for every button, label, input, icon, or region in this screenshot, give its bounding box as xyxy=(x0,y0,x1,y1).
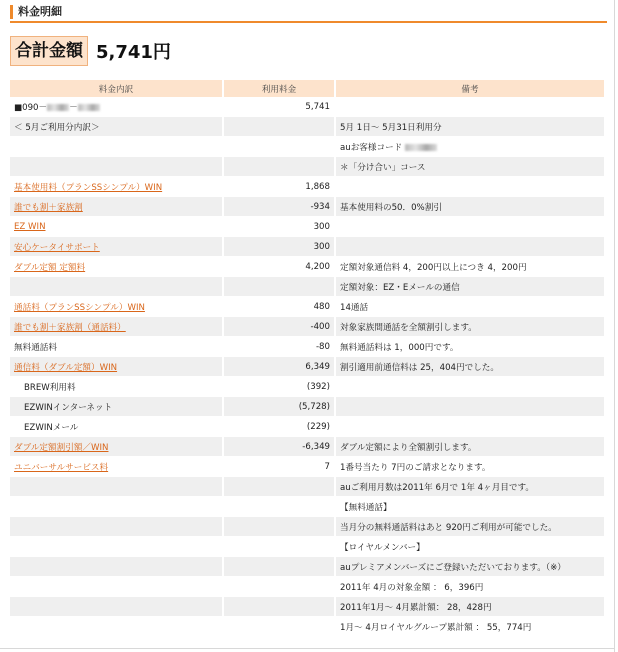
row-note-cell xyxy=(336,417,606,437)
table-row xyxy=(10,277,606,297)
row-note-cell xyxy=(336,377,606,397)
row-item-cell xyxy=(10,617,224,637)
charge-item-label: 無料通話料 xyxy=(14,342,57,353)
charge-item-link[interactable]: ダブル定額割引額／WIN xyxy=(14,442,109,453)
row-amount xyxy=(224,517,336,537)
row-note: 当月分の無料通話料はあと 920円ご利用が可能でした。 xyxy=(340,522,557,533)
row-item-cell xyxy=(10,377,224,397)
charge-item-link[interactable]: 誰でも割＋家族割 xyxy=(14,202,83,213)
phone-separator: － xyxy=(69,102,78,113)
row-note: 定額対象通信料 4，200円以上につき 4，200円 xyxy=(340,262,527,273)
header-note: 備考 xyxy=(336,80,606,97)
row-amount: (229) xyxy=(224,417,336,437)
row-note: 【無料通話】 xyxy=(340,502,392,513)
row-amount: -6,349 xyxy=(224,437,336,457)
row-amount xyxy=(224,137,336,157)
row-note-cell xyxy=(336,577,606,597)
row-amount xyxy=(224,557,336,577)
row-note: 【ロイヤルメンバー】 xyxy=(340,542,425,553)
table-row xyxy=(10,97,606,117)
row-note-cell xyxy=(336,137,606,157)
row-item-cell xyxy=(10,177,224,197)
row-amount: 480 xyxy=(224,297,336,317)
row-note-cell xyxy=(336,597,606,617)
row-note-cell xyxy=(336,117,606,137)
billing-table-body xyxy=(10,97,606,637)
row-amount: 7 xyxy=(224,457,336,477)
row-note: 1番号当たり 7円のご請求となります。 xyxy=(340,462,491,473)
row-item-cell xyxy=(10,357,224,377)
row-note-cell xyxy=(336,317,606,337)
charge-item-label: ＜ 5月ご利用分内訳＞ xyxy=(14,122,100,133)
row-note: 2011年 4月の対象金額 ： 6，396円 xyxy=(340,582,484,593)
row-amount xyxy=(224,157,336,177)
table-row xyxy=(10,237,606,257)
row-amount xyxy=(224,117,336,137)
row-item-cell xyxy=(10,477,224,497)
table-row xyxy=(10,597,606,617)
total-amount: 5,741円 xyxy=(96,42,171,63)
masked-customer-code xyxy=(405,144,437,151)
total-label: 合計金額 xyxy=(10,36,88,66)
row-amount xyxy=(224,477,336,497)
total-summary xyxy=(10,35,171,67)
row-amount: 6,349 xyxy=(224,357,336,377)
row-amount: 300 xyxy=(224,217,336,237)
row-note-cell xyxy=(336,497,606,517)
table-row xyxy=(10,317,606,337)
charge-item-link[interactable]: ユニバーサルサービス料 xyxy=(14,462,109,473)
row-amount: (392) xyxy=(224,377,336,397)
row-item-cell xyxy=(10,157,224,177)
masked-phone-segment xyxy=(78,104,100,111)
table-row xyxy=(10,337,606,357)
row-amount: 300 xyxy=(224,237,336,257)
row-amount: 5,741 xyxy=(224,97,336,117)
row-amount xyxy=(224,277,336,297)
row-note-cell xyxy=(336,177,606,197)
row-amount: (5,728) xyxy=(224,397,336,417)
table-row xyxy=(10,557,606,577)
row-note-cell xyxy=(336,437,606,457)
row-item-cell xyxy=(10,517,224,537)
table-row xyxy=(10,217,606,237)
row-item-cell xyxy=(10,417,224,437)
charge-item-label: ■090－ xyxy=(14,102,48,113)
charge-item-label: EZWINインターネット xyxy=(24,402,113,413)
row-amount xyxy=(224,597,336,617)
row-item-cell xyxy=(10,97,224,117)
charge-item-link[interactable]: 基本使用料（プランSSシンプル）WIN xyxy=(14,182,163,193)
row-note-cell xyxy=(336,237,606,257)
table-row xyxy=(10,517,606,537)
row-note: 定額対象：EZ・Eメールの通信 xyxy=(340,282,460,293)
row-note: ＊「分け合い」コース xyxy=(340,162,426,173)
table-row xyxy=(10,577,606,597)
table-row xyxy=(10,257,606,277)
row-note: 1月～ 4月ロイヤルグループ累計額 ： 55，774円 xyxy=(340,622,532,633)
row-amount: -400 xyxy=(224,317,336,337)
row-item-cell xyxy=(10,117,224,137)
row-item-cell xyxy=(10,277,224,297)
row-amount xyxy=(224,577,336,597)
row-note-cell xyxy=(336,197,606,217)
table-row xyxy=(10,437,606,457)
charge-item-link[interactable]: ダブル定額 定額料 xyxy=(14,262,86,273)
row-note: 14通話 xyxy=(340,302,369,313)
charge-item-link[interactable]: 誰でも割＋家族割（通話料） xyxy=(14,322,126,333)
row-item-cell xyxy=(10,577,224,597)
charge-item-link[interactable]: 通話料（プランSSシンプル）WIN xyxy=(14,302,145,313)
row-item-cell xyxy=(10,137,224,157)
section-divider xyxy=(10,21,607,23)
charge-item-label: BREW利用料 xyxy=(24,382,76,393)
row-note: ダブル定額により全額割引します。 xyxy=(340,442,477,453)
header-item: 料金内訳 xyxy=(10,80,224,97)
row-note-cell xyxy=(336,97,606,117)
row-note-cell xyxy=(336,397,606,417)
row-note: 基本使用料の50．0%割引 xyxy=(340,202,442,213)
row-note-cell xyxy=(336,217,606,237)
row-note-cell xyxy=(336,457,606,477)
charge-item-link[interactable]: 安心ケータイサポート xyxy=(14,242,100,253)
table-row xyxy=(10,117,606,137)
table-header-row xyxy=(10,80,606,97)
row-item-cell xyxy=(10,257,224,277)
table-row xyxy=(10,417,606,437)
row-note-cell xyxy=(336,157,606,177)
table-row xyxy=(10,137,606,157)
charge-item-link[interactable]: EZ WIN xyxy=(14,221,46,232)
row-note: auプレミアメンバーズにご登録いただいております。（※） xyxy=(340,562,566,573)
frame-bottom-edge xyxy=(0,648,615,649)
row-note-cell xyxy=(336,517,606,537)
header-amount: 利用料金 xyxy=(224,80,336,97)
table-row xyxy=(10,197,606,217)
row-note: auお客様コード xyxy=(340,142,406,153)
row-item-cell xyxy=(10,497,224,517)
table-row xyxy=(10,457,606,477)
row-note: 5月 1日～ 5月31日利用分 xyxy=(340,122,442,133)
row-note-cell xyxy=(336,537,606,557)
section-title: 料金明細 xyxy=(10,5,614,19)
table-row xyxy=(10,377,606,397)
row-note-cell xyxy=(336,297,606,317)
row-note-cell xyxy=(336,617,606,637)
row-note-cell xyxy=(336,337,606,357)
row-note-cell xyxy=(336,257,606,277)
table-row xyxy=(10,537,606,557)
row-amount: -80 xyxy=(224,337,336,357)
row-note-cell xyxy=(336,357,606,377)
row-item-cell xyxy=(10,317,224,337)
table-row xyxy=(10,297,606,317)
row-item-cell xyxy=(10,557,224,577)
row-amount xyxy=(224,497,336,517)
row-item-cell xyxy=(10,197,224,217)
row-item-cell xyxy=(10,297,224,317)
row-item-cell xyxy=(10,337,224,357)
charge-item-link[interactable]: 通信料（ダブル定額）WIN xyxy=(14,362,118,373)
table-row xyxy=(10,177,606,197)
row-amount: 1,868 xyxy=(224,177,336,197)
row-item-cell xyxy=(10,537,224,557)
row-note: 対象家族間通話を全額割引します。 xyxy=(340,322,477,333)
table-row xyxy=(10,617,606,637)
row-item-cell xyxy=(10,597,224,617)
table-row xyxy=(10,497,606,517)
masked-phone-segment xyxy=(47,104,69,111)
row-amount xyxy=(224,617,336,637)
charge-item-label: EZWINメール xyxy=(24,422,79,433)
row-item-cell xyxy=(10,237,224,257)
table-row xyxy=(10,397,606,417)
frame-right-edge xyxy=(614,0,615,652)
row-item-cell xyxy=(10,457,224,477)
table-row xyxy=(10,157,606,177)
row-amount: 4,200 xyxy=(224,257,336,277)
row-item-cell xyxy=(10,397,224,417)
row-note-cell xyxy=(336,557,606,577)
row-amount xyxy=(224,537,336,557)
row-item-cell xyxy=(10,217,224,237)
row-note-cell xyxy=(336,477,606,497)
row-amount: -934 xyxy=(224,197,336,217)
row-item-cell xyxy=(10,437,224,457)
row-note: 無料通話料は 1，000円です。 xyxy=(340,342,459,353)
table-row xyxy=(10,357,606,377)
billing-table xyxy=(10,80,606,637)
row-note: 割引適用前通信料は 25，404円でした。 xyxy=(340,362,499,373)
row-note: 2011年1月～ 4月累計額： 28，428円 xyxy=(340,602,492,613)
row-note-cell xyxy=(336,277,606,297)
row-note: auご利用月数は2011年 6月で 1年 4ヶ月目です。 xyxy=(340,482,534,493)
table-row xyxy=(10,477,606,497)
